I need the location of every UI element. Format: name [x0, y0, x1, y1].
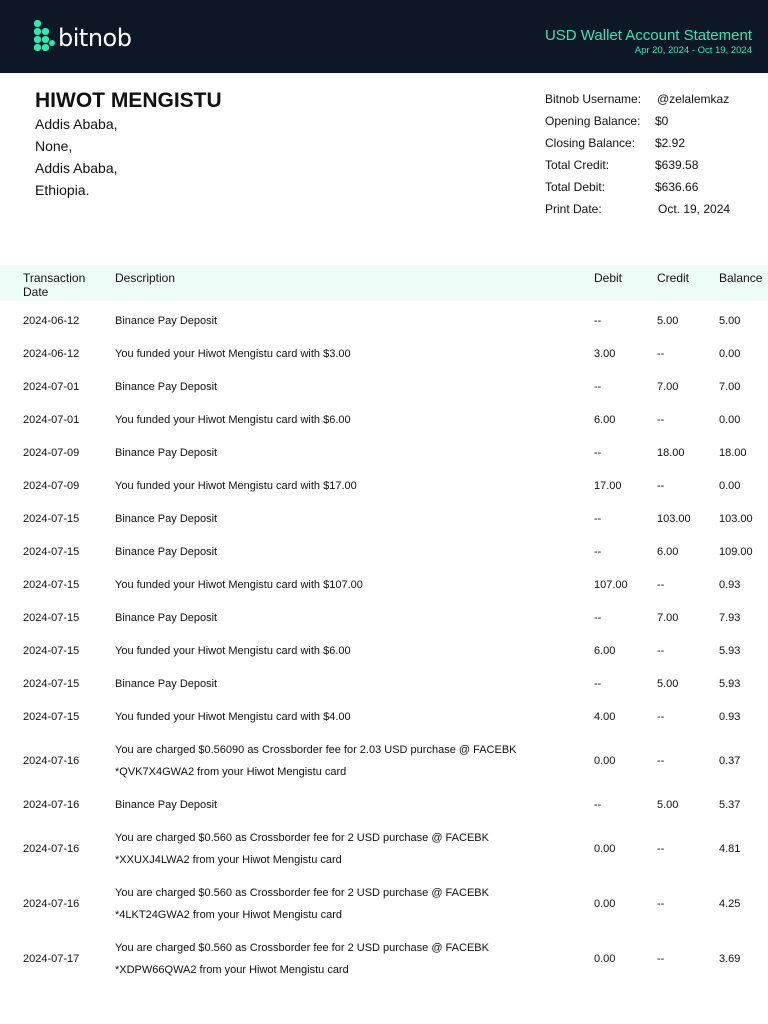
transaction-balance: 3.69: [719, 953, 741, 965]
transaction-date: 2024-07-09: [23, 480, 80, 492]
table-header: [0, 265, 768, 301]
table-row: [0, 541, 768, 563]
transaction-date: 2024-07-01: [23, 381, 80, 393]
transaction-description: [115, 739, 575, 783]
transaction-debit: 0.00: [594, 898, 616, 910]
transaction-credit: --: [657, 843, 665, 855]
transaction-credit: --: [657, 579, 665, 591]
transaction-description: Binance Pay Deposit: [115, 678, 218, 690]
table-row: [0, 607, 768, 629]
address-line: None,: [35, 138, 73, 154]
transaction-description: Binance Pay Deposit: [115, 315, 218, 327]
transaction-description: You funded your Hiwot Mengistu card with $3.00: [115, 348, 351, 360]
description-line: *4LKT24GWA2 from your Hiwot Mengistu card: [115, 909, 343, 921]
transaction-date: 2024-07-15: [23, 711, 80, 723]
transaction-debit: --: [594, 546, 602, 558]
transaction-credit: --: [657, 414, 665, 426]
transaction-description: You funded your Hiwot Mengistu card with $107.00: [115, 579, 363, 591]
transaction-balance: 5.37: [719, 799, 741, 811]
transaction-credit: 5.00: [657, 799, 679, 811]
transaction-debit: 0.00: [594, 843, 616, 855]
table-row: [0, 376, 768, 398]
table-row: [0, 794, 768, 816]
transaction-balance: 109.00: [719, 546, 753, 558]
transaction-debit: 3.00: [594, 348, 616, 360]
table-row: [0, 673, 768, 695]
transaction-date: 2024-07-01: [23, 414, 80, 426]
bitnob-logo-icon: [31, 19, 59, 55]
transaction-credit: --: [657, 755, 665, 767]
transaction-date: 2024-07-15: [23, 579, 80, 591]
transaction-date: 2024-07-15: [23, 678, 80, 690]
transaction-description: You funded your Hiwot Mengistu card with $17.00: [115, 480, 357, 492]
table-row: [0, 508, 768, 530]
transaction-credit: 5.00: [657, 315, 679, 327]
transaction-credit: 7.00: [657, 612, 679, 624]
transaction-balance: 7.93: [719, 612, 741, 624]
address-line: Addis Ababa,: [35, 160, 118, 176]
transaction-balance: 5.00: [719, 315, 741, 327]
transaction-description: Binance Pay Deposit: [115, 381, 218, 393]
summary-label: Print Date:: [545, 202, 602, 216]
transaction-credit: 6.00: [657, 546, 679, 558]
description-line: You are charged $0.560 as Crossborder fee for 2 USD purchase @ FACEBK: [115, 887, 489, 899]
transaction-debit: 17.00: [594, 480, 622, 492]
transaction-balance: 5.93: [719, 678, 741, 690]
summary-label: Opening Balance:: [545, 114, 641, 128]
transaction-credit: --: [657, 645, 665, 657]
transaction-debit: 6.00: [594, 414, 616, 426]
description-line: You are charged $0.560 as Crossborder fee for 2 USD purchase @ FACEBK: [115, 832, 489, 844]
summary-value: $2.92: [655, 136, 686, 150]
transaction-date: 2024-07-16: [23, 898, 80, 910]
transaction-balance: 103.00: [719, 513, 753, 525]
summary-value: $639.58: [655, 158, 699, 172]
column-header-debit: Debit: [594, 271, 623, 285]
transaction-debit: --: [594, 381, 602, 393]
transaction-balance: 4.25: [719, 898, 741, 910]
transaction-date: 2024-07-15: [23, 546, 80, 558]
transaction-date: 2024-07-16: [23, 799, 80, 811]
transaction-credit: 18.00: [657, 447, 685, 459]
table-row: [0, 739, 768, 783]
transaction-description: You funded your Hiwot Mengistu card with $6.00: [115, 414, 351, 426]
table-row: [0, 442, 768, 464]
statement-header: [0, 0, 768, 73]
table-row: [0, 475, 768, 497]
transaction-debit: --: [594, 612, 602, 624]
transaction-credit: 5.00: [657, 678, 679, 690]
transaction-debit: --: [594, 678, 602, 690]
transaction-description: You funded your Hiwot Mengistu card with $4.00: [115, 711, 351, 723]
table-row: [0, 640, 768, 662]
summary-label: Bitnob Username:: [545, 92, 642, 106]
column-header-date: Transaction Date: [23, 271, 86, 299]
transaction-debit: --: [594, 447, 602, 459]
transaction-balance: 0.00: [719, 480, 741, 492]
column-header-balance: Balance: [719, 271, 763, 285]
transaction-date: 2024-07-15: [23, 612, 80, 624]
transaction-balance: 0.93: [719, 711, 741, 723]
transaction-description: Binance Pay Deposit: [115, 546, 218, 558]
table-row: [0, 574, 768, 596]
transaction-debit: 0.00: [594, 755, 616, 767]
transaction-description: [115, 827, 575, 871]
transaction-balance: 7.00: [719, 381, 741, 393]
transaction-date: 2024-07-16: [23, 843, 80, 855]
description-line: You are charged $0.56090 as Crossborder fee for 2.03 USD purchase @ FACEBK: [115, 744, 517, 756]
transaction-description: You funded your Hiwot Mengistu card with $6.00: [115, 645, 351, 657]
transaction-date: 2024-07-16: [23, 755, 80, 767]
transaction-description: Binance Pay Deposit: [115, 447, 218, 459]
table-row: [0, 882, 768, 926]
transaction-balance: 5.93: [719, 645, 741, 657]
transaction-debit: --: [594, 513, 602, 525]
transaction-balance: 18.00: [719, 447, 747, 459]
table-row: [0, 827, 768, 871]
column-header-credit: Credit: [657, 271, 690, 285]
description-line: *XXUXJ4LWA2 from your Hiwot Mengistu card: [115, 854, 342, 866]
summary-value: @zelalemkaz: [657, 92, 730, 106]
transaction-credit: 103.00: [657, 513, 691, 525]
column-header-description: Description: [115, 271, 176, 285]
customer-name: HIWOT MENGISTU: [35, 89, 222, 112]
transaction-description: Binance Pay Deposit: [115, 612, 218, 624]
table-row: [0, 937, 768, 981]
transaction-debit: 4.00: [594, 711, 616, 723]
brand-name: bitnob: [58, 24, 132, 52]
summary-label: Total Credit:: [545, 158, 610, 172]
bitnob-logo: [31, 19, 131, 57]
summary-value: $636.66: [655, 180, 699, 194]
table-row: [0, 343, 768, 365]
transaction-debit: --: [594, 315, 602, 327]
transaction-credit: --: [657, 480, 665, 492]
transaction-balance: 4.81: [719, 843, 741, 855]
transaction-description: Binance Pay Deposit: [115, 513, 218, 525]
table-row: [0, 409, 768, 431]
transaction-credit: --: [657, 348, 665, 360]
summary-value: $0: [655, 114, 669, 128]
transaction-date: 2024-06-12: [23, 315, 80, 327]
transaction-date: 2024-07-15: [23, 513, 80, 525]
transaction-credit: 7.00: [657, 381, 679, 393]
statement-title: USD Wallet Account Statement: [544, 27, 752, 44]
transaction-description: [115, 882, 575, 926]
table-row: [0, 310, 768, 332]
transaction-balance: 0.93: [719, 579, 741, 591]
transaction-debit: 107.00: [594, 579, 628, 591]
summary-label: Total Debit:: [545, 180, 606, 194]
summary-label: Closing Balance:: [545, 136, 636, 150]
description-line: You are charged $0.560 as Crossborder fee for 2 USD purchase @ FACEBK: [115, 942, 489, 954]
address-line: Addis Ababa,: [35, 116, 118, 132]
address-line: Ethiopia.: [35, 182, 90, 198]
transaction-credit: --: [657, 898, 665, 910]
summary-value: Oct. 19, 2024: [658, 202, 731, 216]
transaction-date: 2024-07-15: [23, 645, 80, 657]
transaction-debit: --: [594, 799, 602, 811]
transaction-date: 2024-07-17: [23, 953, 80, 965]
transaction-balance: 0.37: [719, 755, 741, 767]
description-line: *QVK7X4GWA2 from your Hiwot Mengistu card: [115, 766, 347, 778]
description-line: *XDPW66QWA2 from your Hiwot Mengistu card: [115, 964, 349, 976]
transaction-debit: 6.00: [594, 645, 616, 657]
transaction-date: 2024-07-09: [23, 447, 80, 459]
transaction-description: [115, 937, 575, 981]
transaction-credit: --: [657, 711, 665, 723]
transaction-description: Binance Pay Deposit: [115, 799, 218, 811]
transaction-credit: --: [657, 953, 665, 965]
transaction-balance: 0.00: [719, 348, 741, 360]
transaction-debit: 0.00: [594, 953, 616, 965]
statement-period: Apr 20, 2024 - Oct 19, 2024: [634, 45, 752, 56]
table-row: [0, 706, 768, 728]
transaction-balance: 0.00: [719, 414, 741, 426]
transaction-date: 2024-06-12: [23, 348, 80, 360]
